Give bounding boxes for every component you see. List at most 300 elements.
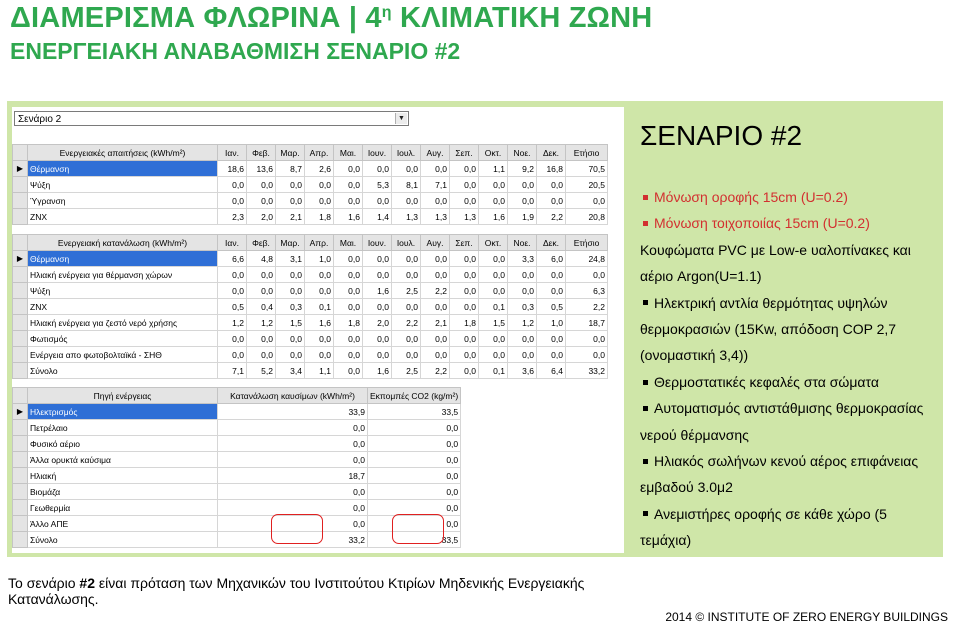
table-cell[interactable]: 0,0 [450, 267, 479, 283]
table-row[interactable] [13, 436, 461, 452]
table-cell[interactable]: 1,5 [479, 315, 508, 331]
table-row[interactable] [13, 161, 608, 177]
table-cell[interactable]: 3,4 [276, 363, 305, 379]
table-cell[interactable]: 2,0 [247, 209, 276, 225]
table-cell[interactable]: 0,0 [218, 516, 368, 532]
column-header[interactable]: Αυγ. [421, 145, 450, 161]
scenario-measure-text: Κουφώματα PVC με Low-e υαλοπίνακες και [640, 241, 911, 258]
bullet-square-icon [643, 221, 648, 226]
row-label[interactable]: Ψύξη [28, 283, 218, 299]
row-label[interactable]: Ύγρανση [28, 193, 218, 209]
column-header[interactable]: Οκτ. [479, 145, 508, 161]
table-cell[interactable]: 0,0 [479, 283, 508, 299]
table-cell[interactable]: 0,0 [334, 251, 363, 267]
scenario-measure-text: Μόνωση οροφής 15cm (U=0.2) [654, 189, 848, 205]
table-cell[interactable]: 2,2 [537, 209, 566, 225]
table-cell[interactable]: 0,0 [450, 283, 479, 299]
table-cell[interactable]: 0,0 [276, 347, 305, 363]
table-cell[interactable]: 0,0 [334, 299, 363, 315]
bullet-square-icon [643, 459, 648, 464]
table-cell[interactable]: 0,0 [421, 331, 450, 347]
table-cell[interactable]: 0,0 [334, 177, 363, 193]
row-pointer-icon[interactable]: ▶ [13, 161, 28, 177]
table-cell[interactable]: 0,0 [247, 347, 276, 363]
table-cell[interactable]: 33,5 [368, 532, 461, 548]
table-cell[interactable]: 0,0 [305, 177, 334, 193]
table-cell[interactable]: 0,0 [247, 267, 276, 283]
table-cell[interactable]: 0,0 [566, 193, 608, 209]
table-cell[interactable]: 1,8 [450, 315, 479, 331]
table-cell[interactable]: 0,0 [368, 500, 461, 516]
column-header[interactable]: Νοε. [508, 145, 537, 161]
table-cell[interactable]: 0,0 [392, 251, 421, 267]
table-cell[interactable]: 0,0 [218, 177, 247, 193]
table-cell[interactable]: 0,0 [421, 299, 450, 315]
row-label[interactable]: ΖΝΧ [28, 299, 218, 315]
row-indicator[interactable] [13, 468, 28, 484]
scenario-measure-line [640, 474, 940, 500]
table-row[interactable] [13, 177, 608, 193]
table-cell[interactable]: 18,7 [218, 468, 368, 484]
table-cell[interactable]: 2,2 [566, 299, 608, 315]
table-cell[interactable]: 0,0 [450, 363, 479, 379]
table-cell[interactable]: 6,0 [537, 251, 566, 267]
table-cell[interactable]: 0,0 [334, 193, 363, 209]
table-cell[interactable]: 1,4 [363, 209, 392, 225]
table-cell[interactable]: 20,5 [566, 177, 608, 193]
table-cell[interactable]: 0,0 [479, 347, 508, 363]
table-cell[interactable]: 0,0 [305, 347, 334, 363]
row-indicator[interactable] [13, 193, 28, 209]
table-cell[interactable]: 1,3 [421, 209, 450, 225]
table-cell[interactable]: 2,5 [392, 363, 421, 379]
table-cell[interactable]: 0,0 [363, 299, 392, 315]
table-cell[interactable]: 1,2 [218, 315, 247, 331]
table-cell[interactable]: 1,6 [363, 363, 392, 379]
row-indicator[interactable] [13, 420, 28, 436]
table-cell[interactable]: 0,0 [276, 267, 305, 283]
scenario-measure-line [640, 448, 940, 474]
table-cell[interactable]: 70,5 [566, 161, 608, 177]
column-header[interactable]: Σεπ. [450, 145, 479, 161]
table-cell[interactable]: 0,0 [276, 177, 305, 193]
table-cell[interactable]: 0,0 [392, 193, 421, 209]
table-cell[interactable]: 0,3 [276, 299, 305, 315]
table-cell[interactable]: 0,0 [368, 452, 461, 468]
table-cell[interactable]: 0,0 [334, 331, 363, 347]
table-cell[interactable]: 0,0 [508, 267, 537, 283]
column-header[interactable]: Σεπ. [450, 235, 479, 251]
table-row[interactable] [13, 347, 608, 363]
row-label[interactable]: Φωτισμός [28, 331, 218, 347]
table-cell[interactable]: 0,1 [479, 363, 508, 379]
table-cell[interactable]: 2,1 [421, 315, 450, 331]
table-cell[interactable]: 1,3 [392, 209, 421, 225]
table-cell[interactable]: 0,0 [368, 484, 461, 500]
table-row[interactable] [13, 251, 608, 267]
table-cell[interactable]: 2,6 [305, 161, 334, 177]
row-label[interactable]: Φυσικό αέριο [28, 436, 218, 452]
row-indicator[interactable] [13, 177, 28, 193]
table-row[interactable] [13, 299, 608, 315]
row-indicator[interactable] [13, 331, 28, 347]
slide-subtitle: ΕΝΕΡΓΕΙΑΚΗ ΑΝΑΒΑΘΜΙΣΗ ΣΕΝΑΡΙΟ #2 [10, 38, 461, 64]
row-label[interactable]: Βιομάζα [28, 484, 218, 500]
table-cell[interactable]: 0,0 [479, 251, 508, 267]
bullet-square-icon [643, 300, 648, 305]
row-indicator[interactable] [13, 532, 28, 548]
table-cell[interactable]: 0,0 [508, 347, 537, 363]
row-indicator[interactable] [13, 436, 28, 452]
row-indicator[interactable] [13, 484, 28, 500]
table-cell[interactable]: 2,3 [218, 209, 247, 225]
row-indicator[interactable] [13, 500, 28, 516]
table-cell[interactable]: 2,1 [276, 209, 305, 225]
bullet-square-icon [643, 511, 648, 516]
row-indicator[interactable] [13, 299, 28, 315]
scenario-select[interactable] [14, 111, 409, 126]
table-cell[interactable]: 0,0 [566, 347, 608, 363]
row-pointer-icon[interactable]: ▶ [13, 404, 28, 420]
scenario-measure-line [640, 316, 940, 342]
table-header-row [13, 388, 461, 404]
row-label[interactable]: Ψύξη [28, 177, 218, 193]
table-cell[interactable]: 0,3 [508, 299, 537, 315]
column-header[interactable]: Μαι. [334, 145, 363, 161]
table-cell[interactable]: 0,0 [305, 331, 334, 347]
table-cell[interactable]: 0,0 [508, 177, 537, 193]
table-cell[interactable]: 0,0 [421, 193, 450, 209]
table-cell[interactable]: 1,3 [450, 209, 479, 225]
table-cell[interactable]: 0,0 [508, 331, 537, 347]
column-header[interactable]: Οκτ. [479, 235, 508, 251]
table-cell[interactable]: 13,6 [247, 161, 276, 177]
row-label[interactable]: Ηλιακή ενέργεια για θέρμανση χώρων [28, 267, 218, 283]
table-cell[interactable]: 20,8 [566, 209, 608, 225]
table-cell[interactable]: 0,0 [450, 177, 479, 193]
row-label[interactable]: Ηλεκτρισμός [28, 404, 218, 420]
table-row[interactable] [13, 193, 608, 209]
table-cell[interactable]: 0,0 [363, 267, 392, 283]
table-cell[interactable]: 2,5 [392, 283, 421, 299]
table-header-row [13, 145, 608, 161]
table-cell[interactable]: 0,0 [276, 193, 305, 209]
table-cell[interactable]: 2,2 [421, 363, 450, 379]
table-row[interactable] [13, 331, 608, 347]
table-cell[interactable]: 0,0 [305, 193, 334, 209]
table-cell[interactable]: 4,8 [247, 251, 276, 267]
table-cell[interactable]: 33,5 [368, 404, 461, 420]
table-row[interactable] [13, 420, 461, 436]
table-cell[interactable]: 0,0 [450, 299, 479, 315]
scenario-measure-text: Θερμοστατικές κεφαλές στα σώματα [654, 373, 879, 390]
chevron-down-icon[interactable]: ▼ [395, 113, 407, 124]
row-label[interactable]: Ηλιακή [28, 468, 218, 484]
column-header[interactable]: Μαρ. [276, 235, 305, 251]
table-cell[interactable]: 0,0 [450, 193, 479, 209]
table-cell[interactable]: 3,1 [276, 251, 305, 267]
table-cell[interactable]: 0,0 [247, 177, 276, 193]
table-cell[interactable]: 33,2 [566, 363, 608, 379]
table-cell[interactable]: 6,4 [537, 363, 566, 379]
table-cell[interactable]: 0,0 [508, 193, 537, 209]
column-header[interactable]: Ιαν. [218, 235, 247, 251]
table-cell[interactable]: 1,1 [305, 363, 334, 379]
row-label[interactable]: ΖΝΧ [28, 209, 218, 225]
table-cell[interactable]: 0,0 [363, 347, 392, 363]
column-header[interactable]: Μαι. [334, 235, 363, 251]
table-cell[interactable]: 2,2 [421, 283, 450, 299]
table-row[interactable] [13, 468, 461, 484]
column-header[interactable]: Δεκ. [537, 145, 566, 161]
table-cell[interactable]: 0,0 [247, 283, 276, 299]
table-cell[interactable]: 0,5 [537, 299, 566, 315]
table-cell[interactable]: 0,0 [218, 331, 247, 347]
row-label[interactable]: Θέρμανση [28, 251, 218, 267]
table-cell[interactable]: 5,3 [363, 177, 392, 193]
row-indicator[interactable] [13, 315, 28, 331]
scenario-measure-text: θερμοκρασιών (15Kw, απόδοση COP 2,7 [640, 320, 897, 337]
highlight-total-emissions [392, 514, 444, 544]
table-cell[interactable]: 0,0 [247, 193, 276, 209]
table-row[interactable] [13, 484, 461, 500]
table-cell[interactable]: 3,6 [508, 363, 537, 379]
table-cell[interactable]: 1,6 [305, 315, 334, 331]
table-cell[interactable]: 9,2 [508, 161, 537, 177]
column-header[interactable]: Ενεργειακή κατανάλωση (kWh/m²) [28, 235, 218, 251]
table-cell[interactable]: 1,2 [247, 315, 276, 331]
column-header[interactable]: Δεκ. [537, 235, 566, 251]
scenario-measure-line [640, 263, 940, 289]
table-row[interactable] [13, 315, 608, 331]
row-label[interactable]: Σύνολο [28, 363, 218, 379]
table-cell[interactable]: 0,0 [247, 331, 276, 347]
table-cell[interactable]: 0,0 [392, 347, 421, 363]
column-header[interactable]: Φεβ. [247, 145, 276, 161]
table-cell[interactable]: 1,6 [479, 209, 508, 225]
scenario-measure-text: Μόνωση τοιχοποιίας 15cm (U=0.2) [654, 215, 870, 232]
row-indicator[interactable] [13, 363, 28, 379]
table-row[interactable] [13, 267, 608, 283]
scenario-measure-line [640, 342, 940, 368]
table-cell[interactable]: 18,7 [566, 315, 608, 331]
row-label[interactable]: Ενέργεια απο φωτοβολταϊκά - ΣΗΘ [28, 347, 218, 363]
bullet-square-icon [643, 380, 648, 385]
table-row[interactable] [13, 283, 608, 299]
table-cell[interactable]: 0,0 [218, 193, 247, 209]
table-cell[interactable]: 0,0 [368, 516, 461, 532]
column-header[interactable]: Απρ. [305, 145, 334, 161]
scenario-measure-line [640, 237, 940, 263]
table-cell[interactable]: 33,9 [218, 404, 368, 420]
table-cell[interactable]: 0,0 [392, 331, 421, 347]
table-cell[interactable]: 0,0 [450, 347, 479, 363]
table-cell[interactable]: 5,2 [247, 363, 276, 379]
table-cell[interactable]: 0,0 [479, 193, 508, 209]
column-header[interactable]: Κατανάλωση καυσίμων (kWh/m²) [218, 388, 368, 404]
table-cell[interactable]: 1,9 [508, 209, 537, 225]
table-cell[interactable]: 1,0 [305, 251, 334, 267]
scenario-measure-text: (ονομαστική 3,4)) [640, 347, 749, 364]
column-header[interactable]: Ετήσιο [566, 145, 608, 161]
row-label[interactable]: Γεωθερμία [28, 500, 218, 516]
table-cell[interactable]: 18,6 [218, 161, 247, 177]
table-cell[interactable]: 0,0 [218, 420, 368, 436]
column-header[interactable]: Ιουλ. [392, 145, 421, 161]
scenario-measure-text: αέριο Argon(U=1.1) [640, 268, 762, 285]
table-cell[interactable]: 1,8 [334, 315, 363, 331]
column-header[interactable]: Ιουν. [363, 145, 392, 161]
table-cell[interactable]: 0,0 [218, 452, 368, 468]
table-cell[interactable]: 0,0 [537, 193, 566, 209]
table-cell[interactable]: 6,6 [218, 251, 247, 267]
table-cell[interactable]: 0,0 [479, 267, 508, 283]
table-cell[interactable]: 0,0 [421, 267, 450, 283]
table-cell[interactable]: 0,0 [363, 331, 392, 347]
table-cell[interactable]: 0,0 [566, 331, 608, 347]
table-cell[interactable]: 0,0 [276, 283, 305, 299]
row-label[interactable]: Άλλο ΑΠΕ [28, 516, 218, 532]
scenario-measure-line [640, 501, 940, 527]
table-cell[interactable]: 0,0 [392, 299, 421, 315]
table-cell[interactable]: 0,0 [363, 193, 392, 209]
table-cell[interactable]: 0,0 [218, 484, 368, 500]
table-cell[interactable]: 0,0 [479, 177, 508, 193]
scenario-select-value: Σενάριο 2 [18, 114, 62, 125]
table-cell[interactable]: 0,0 [368, 436, 461, 452]
scenario-measures-list [640, 184, 940, 553]
table-cell[interactable]: 0,0 [508, 283, 537, 299]
table-cell[interactable]: 1,2 [508, 315, 537, 331]
table-row[interactable] [13, 452, 461, 468]
row-label[interactable]: Ηλιακή ενέργεια για ζεστό νερό χρήσης [28, 315, 218, 331]
column-header[interactable]: Νοε. [508, 235, 537, 251]
table-cell[interactable]: 0,0 [537, 267, 566, 283]
table-cell[interactable]: 16,8 [537, 161, 566, 177]
table-cell[interactable]: 0,0 [218, 436, 368, 452]
table-cell[interactable]: 1,6 [334, 209, 363, 225]
column-header[interactable]: Ιαν. [218, 145, 247, 161]
table-row[interactable] [13, 363, 608, 379]
table-cell[interactable]: 0,0 [566, 267, 608, 283]
table-cell[interactable]: 0,0 [276, 331, 305, 347]
row-indicator [13, 388, 28, 404]
table-cell[interactable]: 0,0 [363, 161, 392, 177]
table-cell[interactable]: 0,0 [368, 468, 461, 484]
table-cell[interactable]: 0,0 [334, 283, 363, 299]
table-cell[interactable]: 2,0 [363, 315, 392, 331]
table-cell[interactable]: 24,8 [566, 251, 608, 267]
table-cell[interactable]: 0,0 [450, 161, 479, 177]
scenario-measure-line [640, 527, 940, 553]
table-cell[interactable]: 6,3 [566, 283, 608, 299]
scenario-measure-text: Αυτοματισμός αντιστάθμισης θερμοκρασίας [654, 400, 924, 417]
bullet-square-icon [643, 195, 648, 200]
table-row[interactable] [13, 209, 608, 225]
table-cell[interactable]: 0,0 [218, 347, 247, 363]
table-cell[interactable]: 0,1 [305, 299, 334, 315]
column-header[interactable]: Εκπομπές CO2 (kg/m²) [368, 388, 461, 404]
column-header[interactable]: Μαρ. [276, 145, 305, 161]
row-indicator[interactable] [13, 267, 28, 283]
table-cell[interactable]: 0,0 [421, 161, 450, 177]
table-cell[interactable]: 33,2 [218, 532, 368, 548]
table-cell[interactable]: 3,3 [508, 251, 537, 267]
scenario-measure-text: Ηλιακός σωλήνων κενού αέρος επιφάνειας [654, 452, 919, 469]
table-cell[interactable]: 1,8 [305, 209, 334, 225]
row-indicator[interactable] [13, 209, 28, 225]
table-cell[interactable]: 0,0 [537, 347, 566, 363]
table-cell[interactable]: 0,0 [218, 500, 368, 516]
table-cell[interactable]: 0,0 [305, 267, 334, 283]
column-header[interactable]: Ενεργειακές απαιτήσεις (kWh/m²) [28, 145, 218, 161]
row-label[interactable]: Άλλα ορυκτά καύσιμα [28, 452, 218, 468]
table-cell[interactable]: 0,0 [450, 251, 479, 267]
table-row[interactable] [13, 500, 461, 516]
table-cell[interactable]: 7,1 [218, 363, 247, 379]
row-pointer-icon[interactable]: ▶ [13, 251, 28, 267]
table-cell[interactable]: 0,1 [479, 299, 508, 315]
row-label[interactable]: Πετρέλαιο [28, 420, 218, 436]
table-cell[interactable]: 0,0 [537, 177, 566, 193]
table-cell[interactable]: 0,0 [218, 267, 247, 283]
table-cell[interactable]: 0,0 [334, 363, 363, 379]
row-label[interactable]: Σύνολο [28, 532, 218, 548]
row-indicator[interactable] [13, 452, 28, 468]
table-cell[interactable]: 2,2 [392, 315, 421, 331]
column-header[interactable]: Αυγ. [421, 235, 450, 251]
table-cell[interactable]: 0,0 [479, 331, 508, 347]
table-row[interactable] [13, 404, 461, 420]
table-cell[interactable]: 0,0 [334, 347, 363, 363]
column-header[interactable]: Πηγή ενέργειας [28, 388, 218, 404]
table-cell[interactable]: 0,0 [392, 161, 421, 177]
table-cell[interactable]: 8,1 [392, 177, 421, 193]
table-cell[interactable]: 1,1 [479, 161, 508, 177]
table-cell[interactable]: 1,6 [363, 283, 392, 299]
table-cell[interactable]: 0,4 [247, 299, 276, 315]
table-cell[interactable]: 0,0 [537, 331, 566, 347]
column-header[interactable]: Απρ. [305, 235, 334, 251]
row-label[interactable]: Θέρμανση [28, 161, 218, 177]
table-cell[interactable]: 0,0 [334, 267, 363, 283]
table-cell[interactable]: 0,0 [368, 420, 461, 436]
table-cell[interactable]: 1,5 [276, 315, 305, 331]
table-cell[interactable]: 0,0 [421, 251, 450, 267]
column-header[interactable]: Ιουν. [363, 235, 392, 251]
column-header[interactable]: Ετήσιο [566, 235, 608, 251]
table-cell[interactable]: 0,0 [305, 283, 334, 299]
table-cell[interactable]: 0,5 [218, 299, 247, 315]
table-cell[interactable]: 1,0 [537, 315, 566, 331]
table-cell[interactable]: 0,0 [392, 267, 421, 283]
table-cell[interactable]: 0,0 [218, 283, 247, 299]
column-header[interactable]: Φεβ. [247, 235, 276, 251]
energy-demand-table [12, 144, 608, 225]
table-cell[interactable]: 0,0 [537, 283, 566, 299]
table-cell[interactable]: 0,0 [363, 251, 392, 267]
column-header[interactable]: Ιουλ. [392, 235, 421, 251]
energy-consumption-table [12, 234, 608, 379]
row-indicator[interactable] [13, 347, 28, 363]
table-cell[interactable]: 0,0 [421, 347, 450, 363]
table-cell[interactable]: 0,0 [334, 161, 363, 177]
table-cell[interactable]: 8,7 [276, 161, 305, 177]
table-cell[interactable]: 0,0 [450, 331, 479, 347]
row-indicator[interactable] [13, 516, 28, 532]
table-cell[interactable]: 7,1 [421, 177, 450, 193]
row-indicator[interactable] [13, 283, 28, 299]
